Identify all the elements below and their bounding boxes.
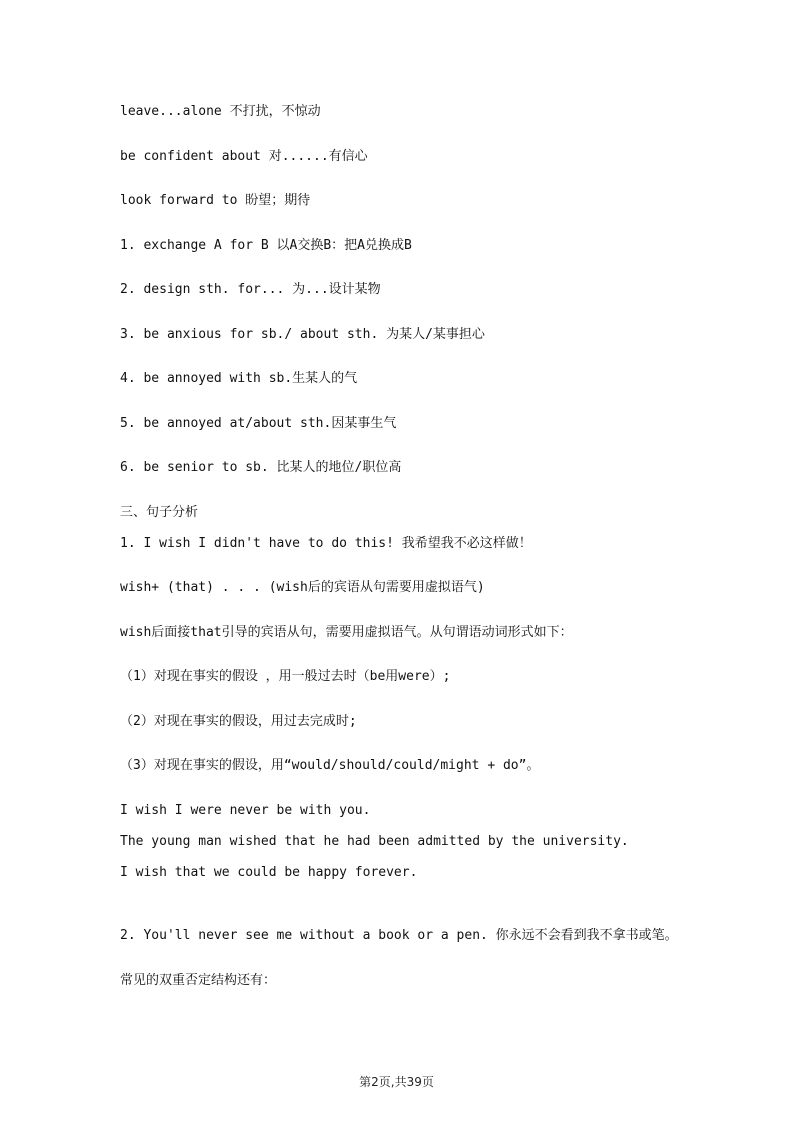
- phrase-design-for: 2. design sth. for... 为...设计某物: [120, 282, 381, 297]
- phrase-be-anxious-for: 3. be anxious for sb./ about sth. 为某人/某事担心: [120, 327, 485, 342]
- double-negative-heading: 常见的双重否定结构还有：: [120, 973, 277, 988]
- wish-structure: wish+ (that) . . . (wish后的宾语从句需要用虚拟语气): [120, 580, 485, 595]
- phrase-look-forward-to: look forward to 盼望；期待: [120, 193, 311, 208]
- sentence-2: 2. You'll never see me without a book or a pen. 你永远不会看到我不拿书或笔。: [120, 928, 678, 943]
- example-2: The young man wished that he had been admitted by the university.: [120, 834, 629, 849]
- phrase-be-confident-about: be confident about 对......有信心: [120, 149, 368, 164]
- rule-3: （3）对现在事实的假设，用“would/should/could/might + do”。: [120, 758, 540, 773]
- phrase-leave-alone: leave...alone 不打扰，不惊动: [120, 104, 321, 119]
- section-heading: 三、句子分析: [120, 505, 199, 520]
- page-number: 第2页,共39页: [359, 1075, 434, 1089]
- example-1: I wish I were never be with you.: [120, 803, 371, 818]
- phrase-be-senior-to: 6. be senior to sb. 比某人的地位/职位高: [120, 460, 402, 475]
- phrase-exchange-for: 1. exchange A for B 以A交换B：把A兑换成B: [120, 238, 412, 253]
- phrase-be-annoyed-with: 4. be annoyed with sb.生某人的气: [120, 371, 358, 386]
- wish-explanation: wish后面接that引导的宾语从句，需要用虚拟语气。从句谓语动词形式如下：: [120, 625, 573, 640]
- example-3: I wish that we could be happy forever.: [120, 865, 418, 880]
- rule-2: （2）对现在事实的假设，用过去完成时;: [120, 714, 357, 729]
- phrase-be-annoyed-at: 5. be annoyed at/about sth.因某事生气: [120, 416, 397, 431]
- rule-1: （1）对现在事实的假设 ，用一般过去时（be用were）;: [120, 669, 451, 684]
- sentence-1: 1. I wish I didn't have to do this! 我希望我不必这样做！: [120, 536, 532, 551]
